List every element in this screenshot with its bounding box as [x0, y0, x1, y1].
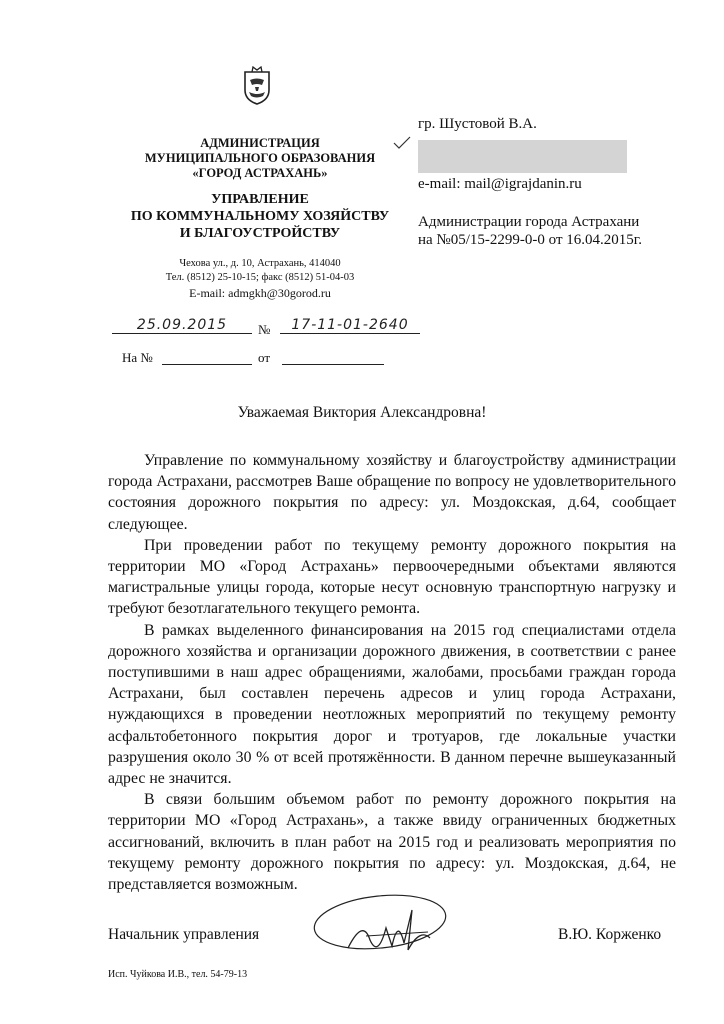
letter-body	[108, 450, 676, 895]
org-email: E-mail: admgkh@30gorod.ru	[189, 286, 331, 300]
recipient-email: e-mail: mail@igrajdanin.ru	[418, 176, 582, 192]
dept-name-line2: ПО КОММУНАЛЬНОМУ ХОЗЯЙСТВУ	[130, 209, 390, 224]
org-name-line3: «ГОРОД АСТРАХАНЬ»	[192, 166, 328, 180]
org-name-line1: АДМИНИСТРАЦИЯ	[200, 136, 320, 150]
number-label: №	[258, 322, 271, 337]
executor-note: Исп. Чуйкова И.В., тел. 54-79-13	[108, 969, 248, 980]
handwritten-signature	[308, 888, 458, 968]
ref-date-blank	[282, 364, 384, 365]
recipient-name: гр. Шустовой В.А.	[418, 116, 537, 132]
paragraph: В рамках выделенного финансирования на 2015 год специалистами отдела дорожного хозяйства и организации дорожного движения, в соответствии с ранее поступившими в наш адрес обращениями, жалобами, просьбами граждан города Астрахани, был составлен перечень адресов и улиц города Астрахани, нуждающихся в проведении неотложных мероприятий по текущему ремонту асфальтобетонного покрытия дорог и тротуаров, где локальные участки разрушения около 30 % от всей протяжённости. В данном перечне вышеуказанный адрес не значится.	[108, 621, 676, 788]
paragraph: При проведении работ по текущему ремонту дорожного покрытия на территории МО «Город Астрахань» первоочередными объектами являются магистральные улицы города, которые несут основную транспортную нагрузку и требуют безотлагательного текущего ремонта.	[108, 536, 676, 618]
signatory-title: Начальник управления	[108, 926, 260, 943]
org-name-line2: МУНИЦИПАЛЬНОГО ОБРАЗОВАНИЯ	[144, 151, 376, 165]
reference-line2: на №05/15-2299-0-0 от 16.04.2015г.	[418, 232, 642, 248]
ref-label: На №	[122, 350, 153, 365]
org-phone: Тел. (8512) 25-10-15; факс (8512) 51-04-03	[165, 272, 355, 283]
dept-name-line3: И БЛАГОУСТРОЙСТВУ	[179, 226, 341, 241]
ref-from-label: от	[258, 350, 271, 365]
org-address: Чехова ул., д. 10, Астрахань, 414040	[179, 258, 341, 269]
reference-line1: Администрации города Астрахани	[418, 214, 640, 230]
check-mark-icon	[393, 136, 411, 150]
handwritten-date: 25.09.2015	[112, 317, 252, 334]
ref-number-blank	[162, 364, 252, 365]
paragraph: Управление по коммунальному хозяйству и благоустройству администрации города Астрахани, рассмотрев Ваше обращение по вопросу не удовлетворительного состояния дорожного покрытия по адресу: ул. Моздокская, д.64, сообщает следующее.	[108, 452, 676, 533]
handwritten-number: 17-11-01-2640	[280, 317, 420, 334]
signatory-name: В.Ю. Корженко	[558, 926, 662, 943]
coat-of-arms-icon	[241, 66, 273, 106]
redacted-address-block	[418, 140, 627, 173]
paragraph: В связи большим объемом работ по ремонту дорожного покрытия на территории МО «Город Астрахань», а также ввиду ограниченных бюджетных ассигнований, включить в план работ на 2015 год и реализовать мероприятия по текущему ремонту дорожного покрытия по адресу: ул. Моздокская, д.64, не представляется возможным.	[108, 791, 676, 894]
dept-name-line1: УПРАВЛЕНИЕ	[211, 192, 309, 207]
greeting: Уважаемая Виктория Александровна!	[237, 404, 487, 421]
